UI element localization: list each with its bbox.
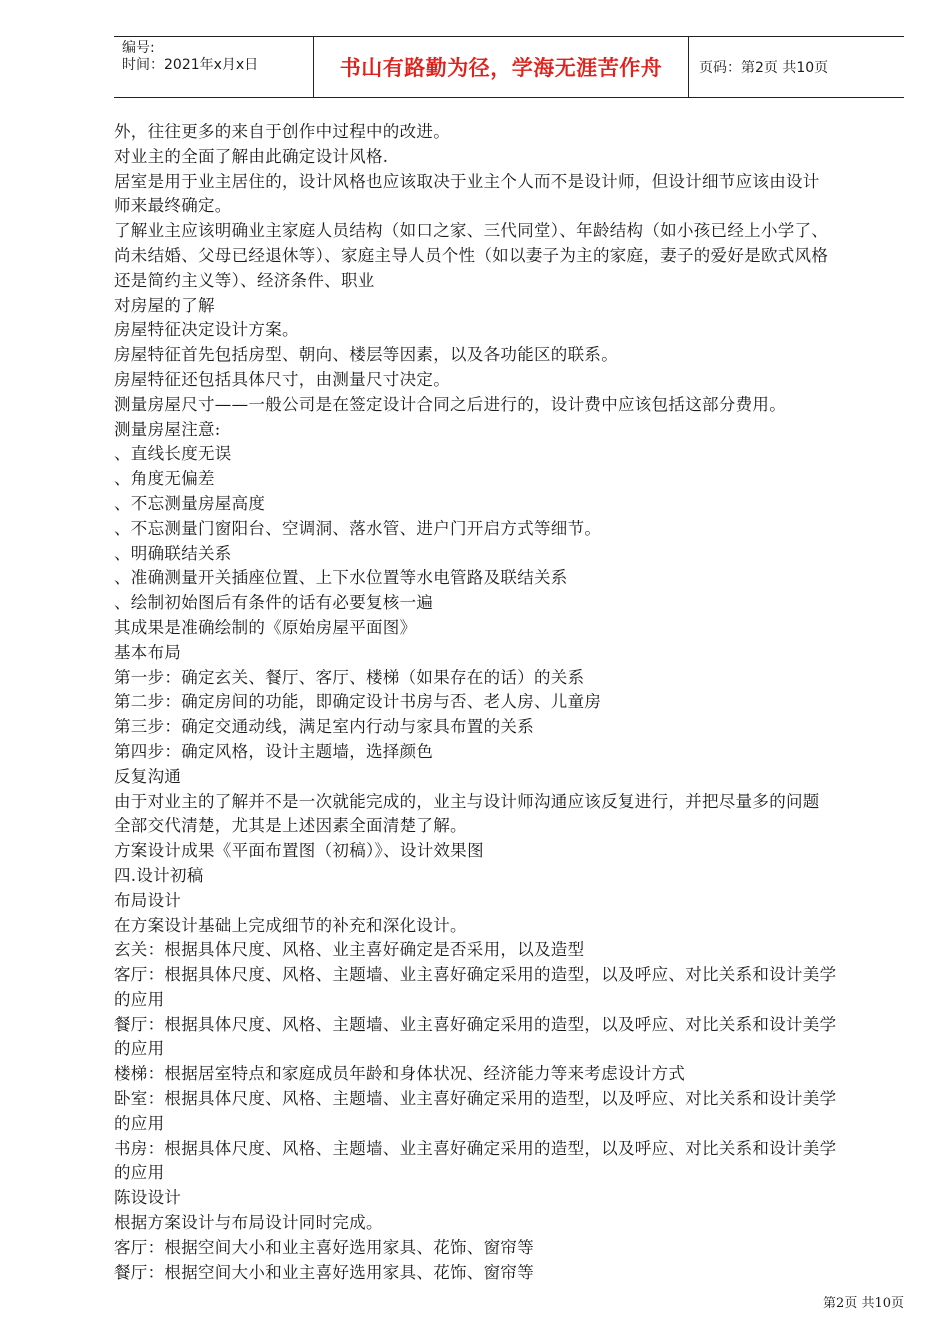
text-line: 房屋特征首先包括房型、朝向、楼层等因素，以及各功能区的联系。 xyxy=(114,345,618,365)
text-line: 第三步：确定交通动线，满足室内行动与家具布置的关系 xyxy=(114,717,534,737)
text-line: 其成果是准确绘制的《原始房屋平面图》 xyxy=(114,617,417,637)
text-line: 、直线长度无误 xyxy=(114,444,232,464)
text-line: 、绘制初始图后有条件的话有必要复核一遍 xyxy=(114,593,434,613)
text-line: 基本布局 xyxy=(114,642,182,662)
header-page-info: 页码：第2页 共10页 xyxy=(699,60,829,76)
motto-text: 书山有路勤为径，学海无涯苦作舟 xyxy=(339,56,663,80)
text-line: 的应用 xyxy=(114,1113,165,1133)
text-line: 陈设设计 xyxy=(114,1188,182,1208)
document-body xyxy=(114,120,906,1285)
text-line: 反复沟通 xyxy=(114,766,182,786)
text-line: 全部交代清楚，尤其是上述因素全面清楚了解。 xyxy=(114,816,467,836)
text-line: 了解业主应该明确业主家庭人员结构（如口之家、三代同堂）、年龄结构（如小孩已经上小学了、 xyxy=(114,221,829,241)
text-line: 、不忘测量房屋高度 xyxy=(114,493,266,513)
text-line: 第二步：确定房间的功能，即确定设计书房与否、老人房、儿童房 xyxy=(114,692,602,712)
text-line: 、准确测量开关插座位置、上下水位置等水电管路及联结关系 xyxy=(114,568,568,588)
text-line: 的应用 xyxy=(114,1039,165,1059)
text-line: 客厅：根据具体尺度、风格、主题墙、业主喜好确定采用的造型，以及呼应、对比关系和设计美学 xyxy=(114,965,837,985)
text-line: 居室是用于业主居住的，设计风格也应该取决于业主个人而不是设计师，但设计细节应该由设计 xyxy=(114,171,820,191)
text-line: 书房：根据具体尺度、风格、主题墙、业主喜好确定采用的造型，以及呼应、对比关系和设计美学 xyxy=(114,1138,837,1158)
page-header xyxy=(114,36,904,98)
text-line: 外，往往更多的来自于创作中过程中的改进。 xyxy=(114,122,450,141)
text-line: 对房屋的了解 xyxy=(114,295,215,315)
text-line: 测量房屋注意: xyxy=(114,419,221,439)
text-line: 房屋特征决定设计方案。 xyxy=(114,320,299,340)
text-line: 根据方案设计与布局设计同时完成。 xyxy=(114,1213,383,1233)
text-line: 还是简约主义等）、经济条件、职业 xyxy=(114,270,375,290)
text-line: 方案设计成果《平面布置图（初稿）》、设计效果图 xyxy=(114,841,484,861)
header-meta xyxy=(114,37,314,97)
text-line: 、明确联结关系 xyxy=(114,543,232,563)
text-line: 餐厅：根据空间大小和业主喜好选用家具、花饰、窗帘等 xyxy=(114,1262,534,1282)
text-line: 四.设计初稿 xyxy=(114,865,204,885)
text-line: 的应用 xyxy=(114,1163,165,1183)
text-line: 第一步：确定玄关、餐厅、客厅、楼梯（如果存在的话）的关系 xyxy=(114,667,585,687)
text-line: 尚未结婚、父母已经退休等）、家庭主导人员个性（如以妻子为主的家庭，妻子的爱好是欧式风格 xyxy=(114,245,829,265)
text-line: 客厅：根据空间大小和业主喜好选用家具、花饰、窗帘等 xyxy=(114,1237,534,1257)
text-line: 由于对业主的了解并不是一次就能完成的，业主与设计师沟通应该反复进行，并把尽量多的问题 xyxy=(114,791,820,811)
text-line: 师来最终确定。 xyxy=(114,196,232,216)
text-line: 楼梯：根据居室特点和家庭成员年龄和身体状况、经济能力等来考虑设计方式 xyxy=(114,1064,686,1084)
text-line: 房屋特征还包括具体尺寸，由测量尺寸决定。 xyxy=(114,369,450,389)
text-line: 、不忘测量门窗阳台、空调洞、落水管、进户门开启方式等细节。 xyxy=(114,518,602,538)
text-line: 在方案设计基础上完成细节的补充和深化设计。 xyxy=(114,915,467,935)
text-line: 餐厅：根据具体尺度、风格、主题墙、业主喜好确定采用的造型，以及呼应、对比关系和设计美学 xyxy=(114,1014,837,1034)
text-line: 玄关：根据具体尺度、风格、业主喜好确定是否采用，以及造型 xyxy=(114,940,585,960)
text-line: 、角度无偏差 xyxy=(114,469,215,489)
text-line: 第四步：确定风格，设计主题墙，选择颜色 xyxy=(114,741,434,761)
number-label: 编号: xyxy=(122,40,155,56)
text-line: 的应用 xyxy=(114,989,165,1009)
text-line: 卧室：根据具体尺度、风格、主题墙、业主喜好确定采用的造型，以及呼应、对比关系和设计美学 xyxy=(114,1089,837,1109)
text-line: 测量房屋尺寸——一般公司是在签定设计合同之后进行的，设计费中应该包括这部分费用。 xyxy=(114,394,786,414)
text-line: 布局设计 xyxy=(114,890,182,910)
date-label: 时间：2021年x月x日 xyxy=(122,57,259,73)
text-line: 对业主的全面了解由此确定设计风格. xyxy=(114,146,389,166)
page-footer: 第2页 共10页 xyxy=(823,1296,904,1311)
header-motto xyxy=(314,37,689,97)
